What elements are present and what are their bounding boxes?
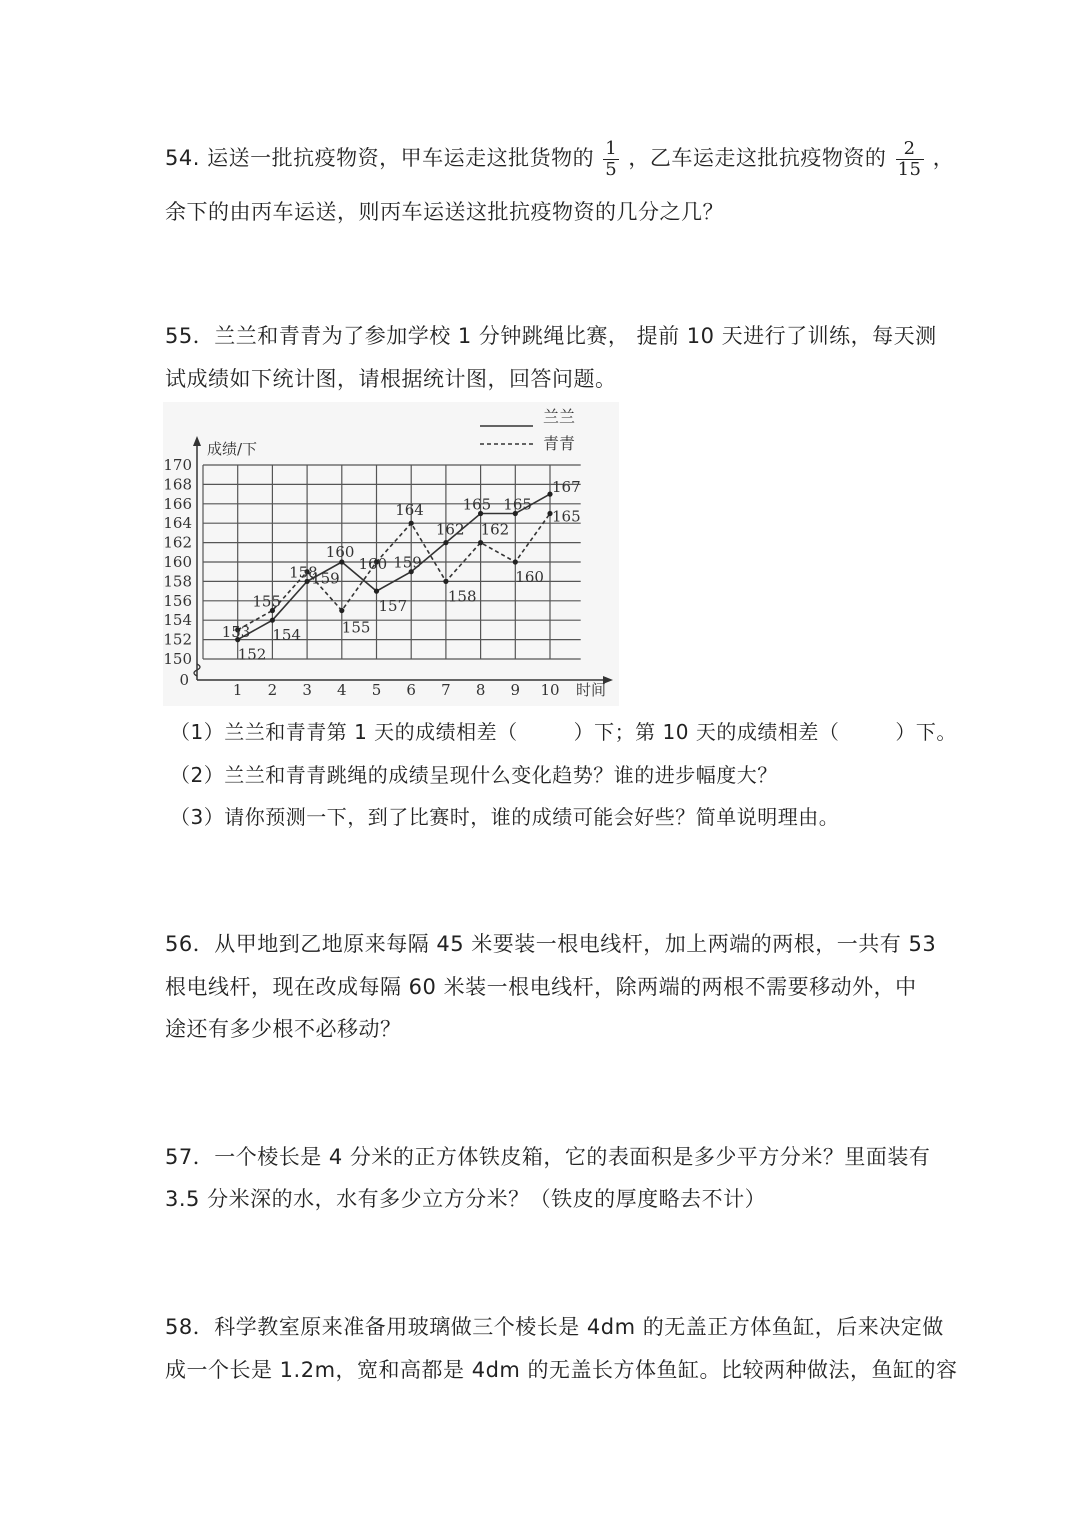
q55-sub1-b: ）下；第 10 天的成绩相差（ <box>573 720 840 744</box>
data-point <box>478 540 483 545</box>
x-tick-label: 8 <box>475 681 486 699</box>
fraction-denominator: 15 <box>897 158 922 180</box>
data-point <box>270 618 275 623</box>
data-point <box>409 521 414 526</box>
data-point <box>513 559 518 564</box>
q56-line3: 途还有多少根不必移动？ <box>165 1017 402 1041</box>
q54-text-a: 运送一批抗疫物资，甲车运走这批货物的 <box>207 146 595 170</box>
fraction-denominator: 5 <box>605 158 618 180</box>
q55-line2: 试成绩如下统计图，请根据统计图，回答问题。 <box>165 367 617 391</box>
data-label: 165 <box>552 507 581 526</box>
q55-sub1-c: ）下。 <box>895 720 957 744</box>
fraction-one-fifth <box>603 139 619 180</box>
x-axis-title: 时间 <box>575 681 607 699</box>
data-label: 158 <box>447 587 477 606</box>
fraction-numerator: 1 <box>605 137 618 159</box>
y-axis-title: 成绩/下 <box>207 440 258 458</box>
x-tick-label: 7 <box>441 681 451 699</box>
y-tick-label: 168 <box>163 475 192 494</box>
q54-number: 54. <box>165 146 200 170</box>
y-tick-label: 158 <box>163 572 192 591</box>
q58-line1: 58．科学教室原来准备用玻璃做三个棱长是 4dm 的无盖正方体鱼缸，后来决定做 <box>165 1315 944 1339</box>
x-tick-label: 1 <box>232 681 243 699</box>
y-tick-label: 170 <box>163 456 192 474</box>
data-label: 167 <box>552 478 581 497</box>
data-label: 158 <box>289 563 318 582</box>
data-label: 159 <box>393 553 422 572</box>
y-tick-label: 152 <box>163 630 192 649</box>
x-tick-label: 6 <box>406 681 416 699</box>
data-label: 159 <box>311 569 340 588</box>
q55-sub1 <box>170 712 957 752</box>
data-label: 165 <box>503 495 532 514</box>
y-tick-label: 154 <box>163 611 192 630</box>
x-tick-label: 3 <box>302 681 312 699</box>
data-label: 162 <box>480 520 510 539</box>
y-tick-label: 166 <box>163 494 192 513</box>
y-tick-label: 156 <box>163 591 192 610</box>
data-point <box>443 579 448 584</box>
data-label: 160 <box>325 543 355 561</box>
y-tick-label: 150 <box>163 650 192 668</box>
q54-line2: 余下的由丙车运送，则丙车运送这批抗疫物资的几分之几？ <box>165 200 724 224</box>
data-point <box>339 608 344 613</box>
x-tick-label: 4 <box>337 681 347 699</box>
x-tick-label: 10 <box>540 681 560 699</box>
data-label: 164 <box>395 501 424 520</box>
y-tick-label: 164 <box>163 514 192 533</box>
data-label: 153 <box>221 622 251 641</box>
data-label: 160 <box>358 555 388 573</box>
fraction-numerator: 2 <box>896 139 924 160</box>
fraction-two-fifteenths <box>896 139 924 180</box>
data-label: 165 <box>462 495 492 514</box>
q57-line2: 3.5 分米深的水，水有多少立方分米？（铁皮的厚度略去不计） <box>165 1187 767 1211</box>
data-label: 152 <box>237 645 267 664</box>
q55-sub1-a: （1）兰兰和青青第 1 天的成绩相差（ <box>170 720 518 744</box>
q54-text-b: ，乙车运走这批抗疫物资的 <box>628 146 887 170</box>
q56-line2: 根电线杆，现在改成每隔 60 米装一根电线杆，除两端的两根不需要移动外，中 <box>165 975 917 999</box>
q57-line1: 57．一个棱长是 4 分米的正方体铁皮箱，它的表面积是多少平方分米？里面装有 <box>165 1145 931 1169</box>
data-point <box>443 540 448 545</box>
line-chart <box>163 402 619 706</box>
y-zero-label: 0 <box>179 671 189 689</box>
y-tick-label: 162 <box>163 533 192 552</box>
q54-text-c: ， <box>932 146 955 170</box>
data-label: 157 <box>378 597 408 616</box>
x-tick-label: 2 <box>267 681 278 699</box>
legend-label-lanlan: 兰兰 <box>543 407 576 426</box>
data-point <box>374 589 379 594</box>
y-tick-label: 160 <box>163 553 192 571</box>
data-label: 162 <box>435 520 465 539</box>
q55-line1: 55．兰兰和青青为了参加学校 1 分钟跳绳比赛， 提前 10 天进行了训练，每天测 <box>165 324 937 348</box>
q58-line2: 成一个长是 1.2m，宽和高都是 4dm 的无盖长方体鱼缸。比较两种做法，鱼缸的容 <box>165 1358 958 1382</box>
q55-sub3: （3）请你预测一下，到了比赛时，谁的成绩可能会好些？简单说明理由。 <box>170 805 840 829</box>
data-label: 160 <box>515 568 544 586</box>
data-label: 154 <box>272 626 302 645</box>
x-tick-label: 5 <box>371 681 382 699</box>
legend-label-qingqing: 青青 <box>543 434 576 453</box>
x-tick-label: 9 <box>510 681 521 699</box>
q56-line1: 56．从甲地到乙地原来每隔 45 米要装一根电线杆，加上两端的两根，一共有 53 <box>165 932 937 956</box>
q55-sub2: （2）兰兰和青青跳绳的成绩呈现什么变化趋势？谁的进步幅度大？ <box>170 763 778 787</box>
data-label: 155 <box>341 618 371 637</box>
data-label: 155 <box>252 592 282 611</box>
q54-line1 <box>165 138 954 180</box>
